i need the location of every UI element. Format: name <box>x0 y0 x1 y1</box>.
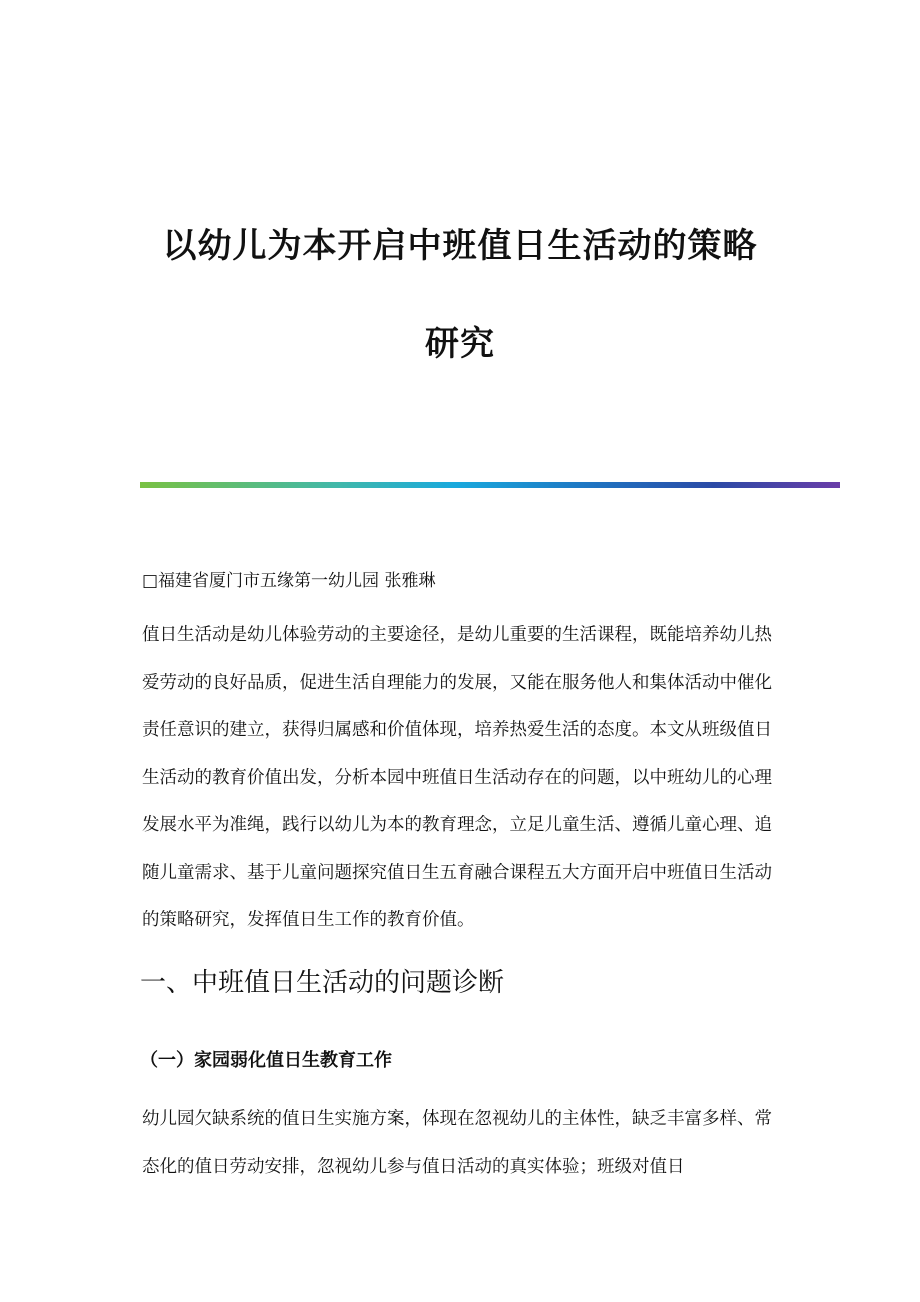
abstract-paragraph: 值日生活动是幼儿体验劳动的主要途径，是幼儿重要的生活课程，既能培养幼儿热爱劳动的良好品质，促进生活自理能力的发展，又能在服务他人和集体活动中催化责任意识的建立，获得归属感和价值体现，培养热爱生活的态度。本文从班级值日生活动的教育价值出发，分析本园中班值日生活动存在的问题，以中班幼儿的心理发展水平为准绳，践行以幼儿为本的教育理念，立足儿童生活、遵循儿童心理、追随儿童需求、基于儿童问题探究值日生五育融合课程五大方面开启中班值日生活动的策略研究，发挥值日生工作的教育价值。 <box>142 625 772 930</box>
author-line: □福建省厦门市五缘第一幼儿园 张雅琳 <box>142 571 436 591</box>
gradient-divider <box>140 482 840 488</box>
subsection-heading-1: （一）家园弱化值日生教育工作 <box>140 1050 392 1071</box>
document-title-line-2: 研究 <box>425 324 495 364</box>
body-paragraph: 幼儿园欠缺系统的值日生实施方案，体现在忽视幼儿的主体性，缺乏丰富多样、常态化的值日劳动安排，忽视幼儿参与值日活动的真实体验；班级对值日 <box>142 1109 772 1177</box>
document-title-line-1: 以幼儿为本开启中班值日生活动的策略 <box>162 226 758 266</box>
section-heading-1: 一、中班值日生活动的问题诊断 <box>140 968 505 998</box>
